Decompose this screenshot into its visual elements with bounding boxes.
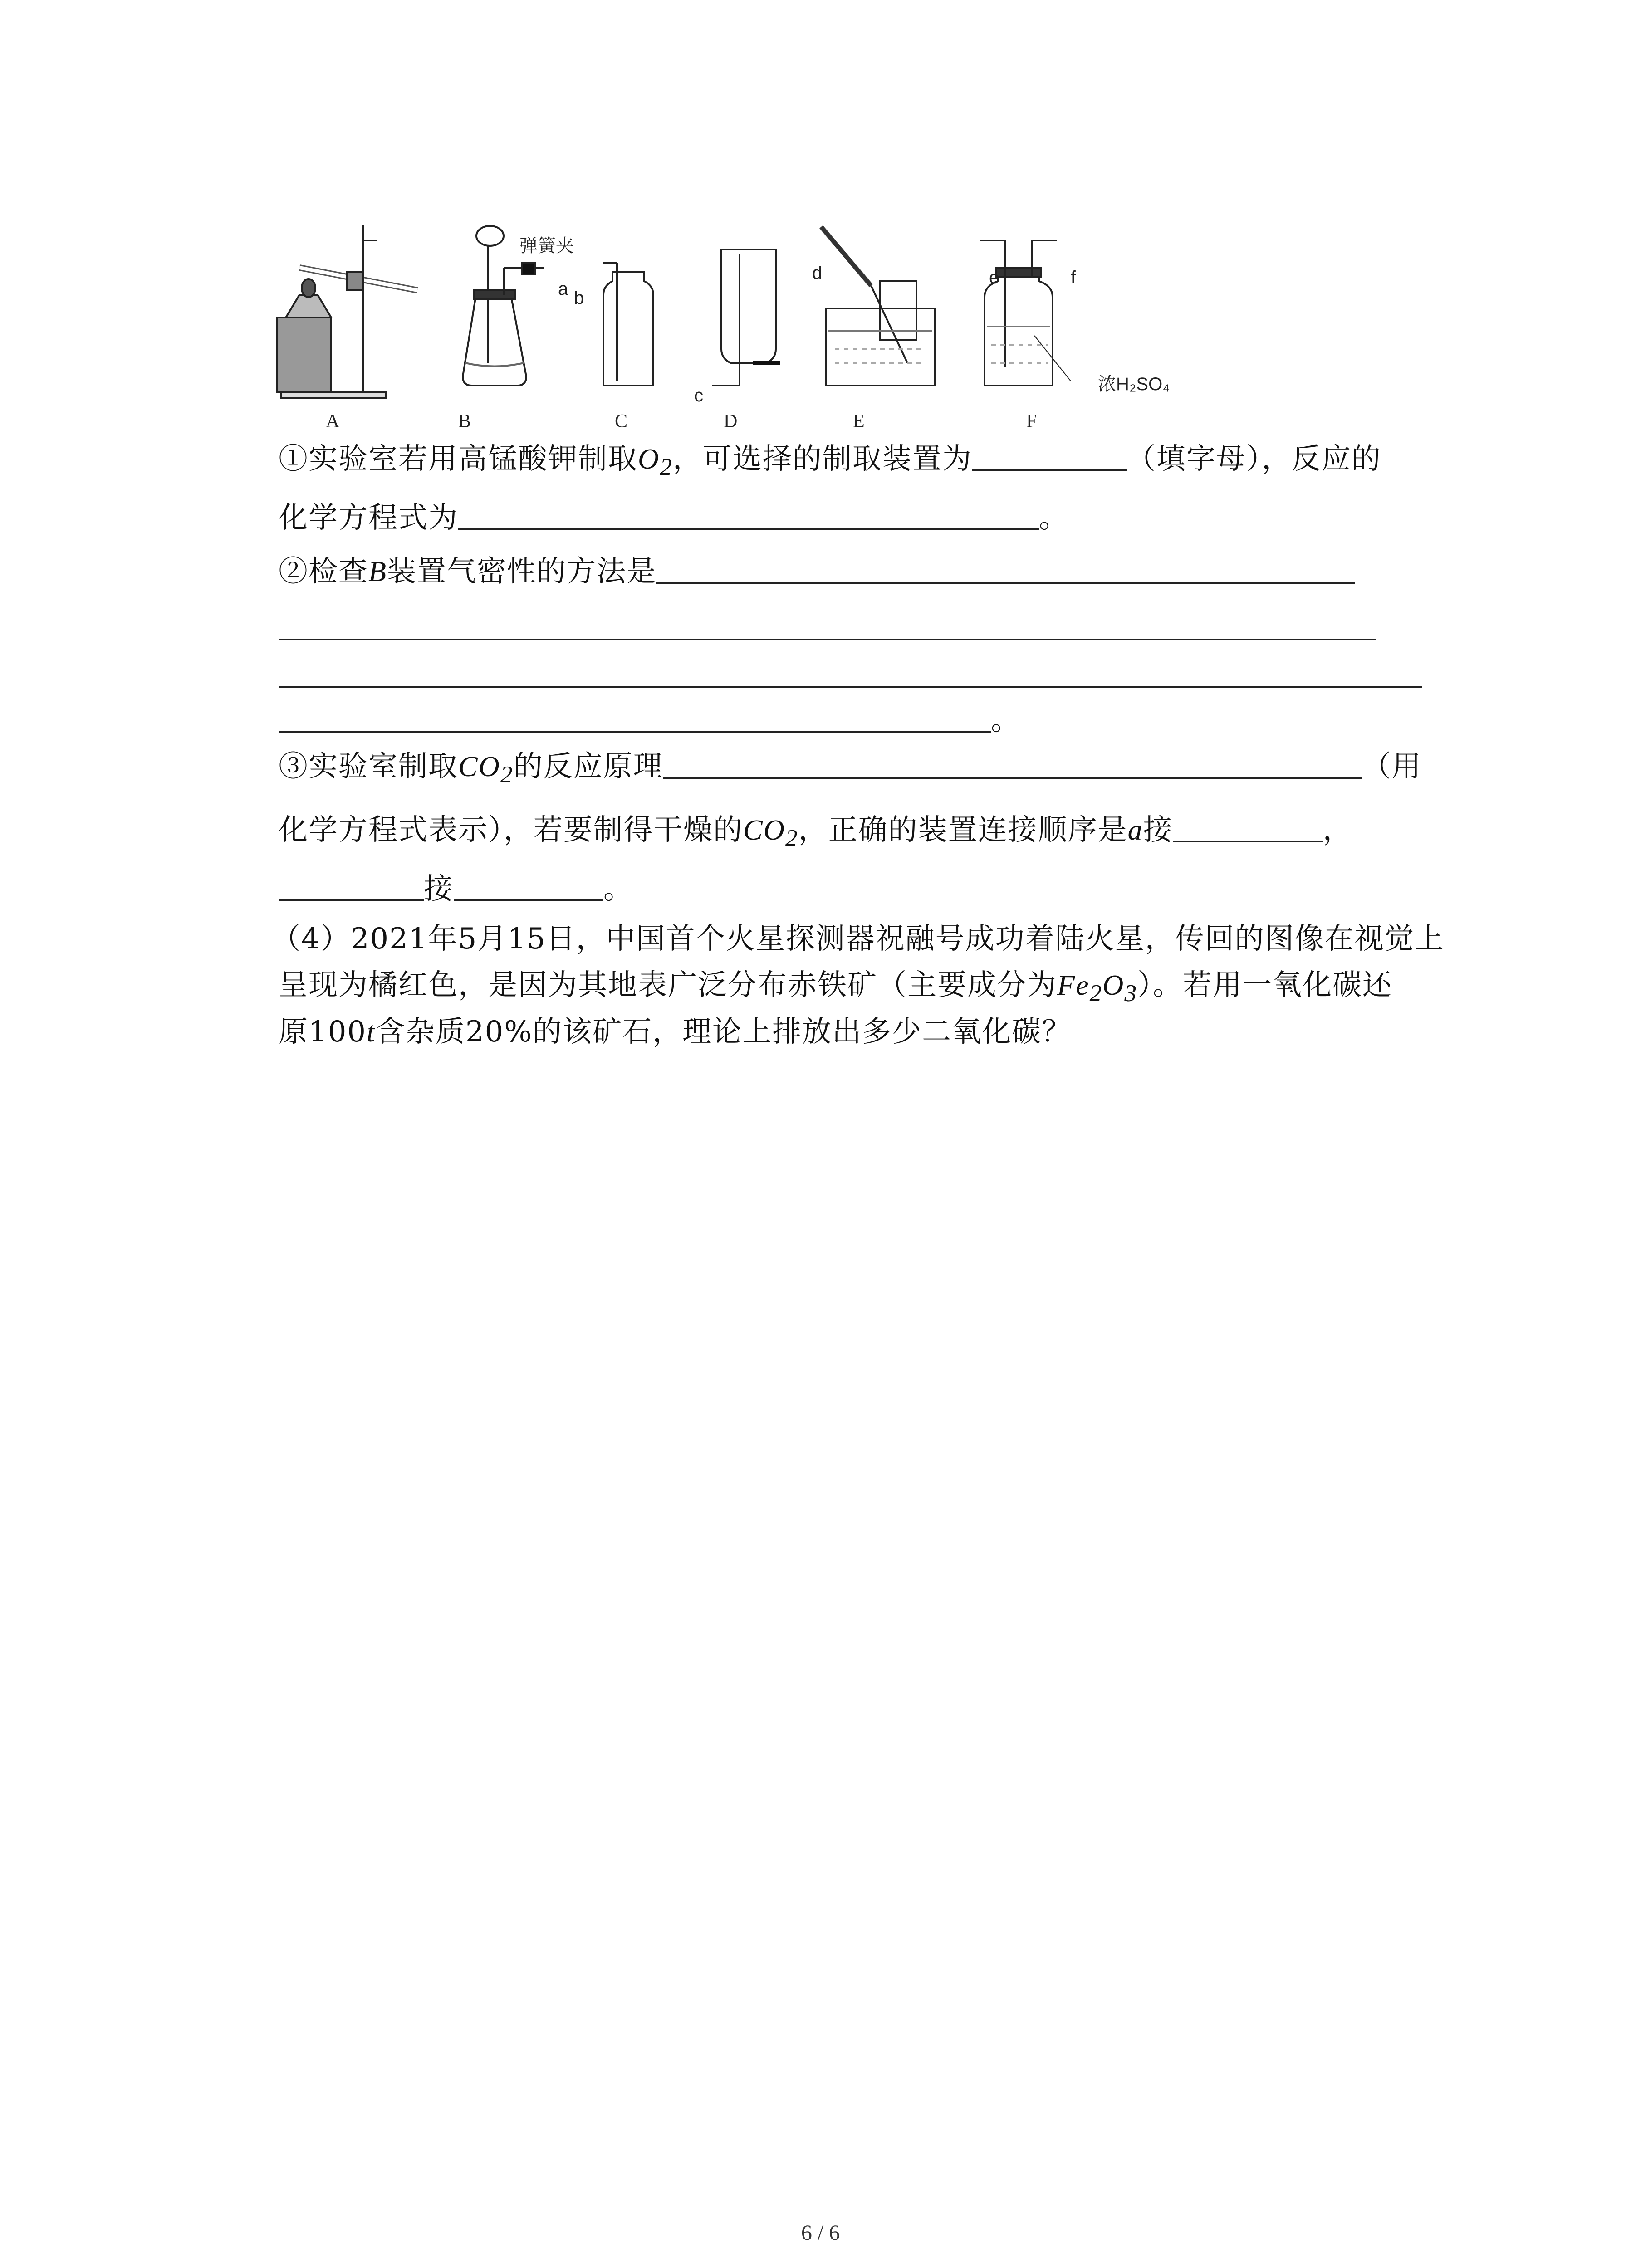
question-4-line-2 <box>279 967 1392 1011</box>
formula-o2-subscript: 2 <box>660 453 673 480</box>
question-1-line-2 <box>279 500 1069 536</box>
port-b-label: b <box>574 288 584 308</box>
formula-fe2o3-o: O <box>1102 969 1125 1001</box>
port-a-label: a <box>558 279 568 299</box>
unit-tonne: t <box>367 1016 376 1048</box>
question-1-text-2: ，可选择的制取装置为 <box>672 442 972 476</box>
answer-blank-connection-2[interactable] <box>279 872 424 901</box>
question-3-line-2 <box>279 812 1353 856</box>
port-c-label: c <box>694 386 703 406</box>
formula-co2-2-subscript: 2 <box>785 824 798 851</box>
apparatus-d <box>712 249 780 386</box>
question-4-text-3: ）。若用一氧化碳还 <box>1137 968 1393 1002</box>
question-3-end: 。 <box>603 872 633 906</box>
port-a-ref: a <box>1127 814 1143 846</box>
figure-label-c: C <box>615 411 628 432</box>
question-1-line-1 <box>279 441 1381 485</box>
question-4-line-3 <box>279 1014 1072 1050</box>
question-4-text: （4）2021年5月15日，中国首个火星探测器祝融号成功着陆火星，传回的图像在视觉上 <box>271 922 1445 956</box>
answer-blank-co2-equation[interactable] <box>663 750 1362 779</box>
question-1-text-4: 化学方程式为 <box>279 501 458 535</box>
answer-blank-equation[interactable] <box>458 501 1039 530</box>
apparatus-b-ref: B <box>368 555 387 587</box>
figure-label-f: F <box>1026 411 1037 432</box>
question-3-text-2: 的反应原理 <box>513 750 663 783</box>
apparatus-figure <box>272 213 1180 406</box>
question-1-end: 。 <box>1039 501 1069 535</box>
apparatus-f <box>980 240 1071 386</box>
formula-co2-subscript: 2 <box>500 760 514 788</box>
answer-blank-connection-3[interactable] <box>454 872 603 901</box>
figure-label-d: D <box>724 411 738 432</box>
formula-fe2o3-sub-2: 3 <box>1124 979 1138 1007</box>
formula-o2: O <box>638 443 660 475</box>
formula-fe2o3-sub-1: 2 <box>1089 979 1103 1007</box>
port-f-label: f <box>1071 268 1076 288</box>
question-2-end: 。 <box>991 704 1021 737</box>
question-4-text-2: 呈现为橘红色，是因为其地表广泛分布赤铁矿（主要成分为 <box>279 968 1057 1002</box>
formula-co2-2: CO <box>743 814 785 846</box>
answer-blank-connection-1[interactable] <box>1173 813 1323 842</box>
answer-blank-apparatus[interactable] <box>972 442 1127 471</box>
question-3-text: ③实验室制取 <box>279 750 458 783</box>
question-2-line-1 <box>279 553 1355 590</box>
figure-label-b: B <box>458 411 471 432</box>
spring-clip-label: 弹簧夹 <box>519 236 574 256</box>
question-3-line-1 <box>279 748 1422 792</box>
figure-label-a: A <box>326 411 340 432</box>
question-2-text-2: 装置气密性的方法是 <box>387 555 657 588</box>
answer-rule-airtightness-3[interactable] <box>279 686 1422 688</box>
page-number: 6 / 6 <box>801 2221 840 2245</box>
question-3-text-3: （用 <box>1362 750 1422 783</box>
apparatus-a <box>277 225 417 398</box>
question-2-text: ②检查 <box>279 555 368 588</box>
acid-label: 浓H₂SO₄ <box>1098 374 1170 394</box>
question-3-text-8: 接 <box>424 872 454 906</box>
answer-blank-airtightness-4[interactable] <box>279 704 991 733</box>
apparatus-e <box>821 227 935 386</box>
question-1-text: ①实验室若用高锰酸钾制取 <box>279 442 638 476</box>
question-3-line-3 <box>279 871 633 907</box>
answer-blank-airtightness-1[interactable] <box>656 555 1355 584</box>
port-e-label: e <box>989 268 999 288</box>
question-3-text-5: ，正确的装置连接顺序是 <box>798 813 1128 847</box>
port-d-label: d <box>812 263 823 283</box>
question-4-text-4: 原100 <box>279 1015 367 1049</box>
figure-label-e: E <box>853 411 865 432</box>
question-3-text-4: 化学方程式表示），若要制得干燥的 <box>279 813 743 847</box>
question-3-text-6: 接 <box>1143 813 1173 847</box>
question-4-line-1 <box>271 921 1445 957</box>
question-3-text-7: ， <box>1323 813 1353 847</box>
answer-rule-airtightness-2[interactable] <box>279 639 1376 640</box>
formula-co2: CO <box>458 750 500 782</box>
question-2-line-4 <box>279 702 1021 738</box>
question-4-text-5: 含杂质20%的该矿石，理论上排放出多少二氧化碳？ <box>375 1015 1072 1049</box>
apparatus-c <box>603 263 653 386</box>
question-1-text-3: （填字母），反应的 <box>1126 442 1381 476</box>
formula-fe2o3: Fe <box>1057 969 1090 1001</box>
